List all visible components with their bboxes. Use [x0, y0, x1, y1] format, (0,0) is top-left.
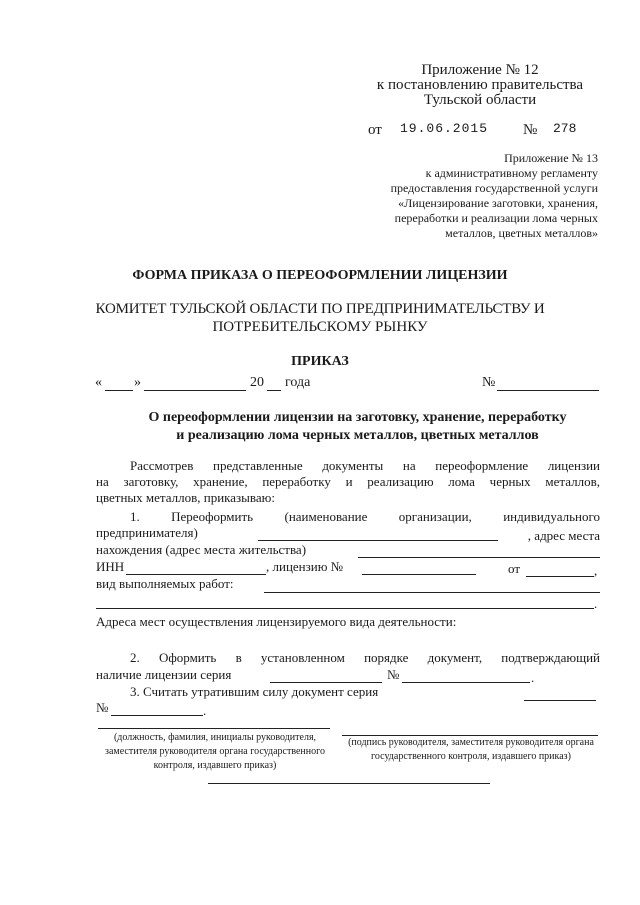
day-blank	[105, 390, 133, 391]
appendix-13-line2: к административному регламенту	[425, 166, 598, 180]
organization-name-blank	[258, 540, 498, 541]
series-blank	[270, 682, 382, 683]
appendix-13-line6: металлов, цветных металлов»	[445, 226, 598, 240]
subject-line-2: и реализацию лома черных металлов, цветных металлов	[176, 428, 539, 443]
inn-blank	[126, 574, 266, 575]
item-3-series-blank	[524, 700, 596, 701]
appendix-13-title: Приложение № 13	[504, 151, 598, 165]
license-number-blank	[362, 574, 476, 575]
position-caption-2: заместителя руководителя органа государственного	[105, 746, 325, 757]
addresses-label: Адреса мест осуществления лицензируемого вида деятельности:	[96, 614, 457, 629]
item-2-line-b: наличие лицензии серия	[96, 667, 232, 682]
item-1-line-d: нахождения (адрес места жительства)	[96, 542, 307, 557]
date-open-quote: «	[95, 375, 102, 390]
resolution-date: 19.06.2015	[400, 121, 489, 136]
year-suffix: года	[285, 375, 311, 390]
license-number-label: , лицензию №	[266, 559, 344, 574]
intro-line-2: на заготовку, хранение, переработку и реализацию лома черных металлов,	[96, 474, 600, 489]
order-title: ПРИКАЗ	[291, 354, 349, 369]
year-blank	[267, 390, 281, 391]
item-1-line-b: предпринимателя)	[96, 525, 198, 540]
appendix-12-title: Приложение № 12	[421, 62, 539, 78]
signature-caption-2: государственного контроля, издавшего приказ)	[371, 751, 571, 762]
position-caption-3: контроля, издавшего приказ)	[153, 760, 277, 771]
date-from-label: от	[368, 122, 382, 138]
form-title: ФОРМА ПРИКАЗА О ПЕРЕОФОРМЛЕНИИ ЛИЦЕНЗИИ	[132, 268, 508, 283]
intro-line-1: Рассмотрев представленные документы на переоформление лицензии	[130, 458, 600, 473]
item-2-dot: .	[531, 670, 535, 685]
month-blank	[144, 390, 246, 391]
appendix-12-region: Тульской области	[423, 92, 537, 108]
item-3-number-blank	[111, 715, 203, 716]
appendix-13-line3: предоставления государственной услуги	[390, 181, 598, 195]
appendix-13-line5: переработки и реализации лома черных	[394, 211, 598, 225]
work-type-label: вид выполняемых работ:	[96, 576, 234, 591]
intro-line-3: цветных металлов, приказываю:	[96, 490, 275, 505]
license-date-blank	[526, 576, 594, 577]
position-caption-1: (должность, фамилия, инициалы руководителя,	[113, 732, 317, 743]
bottom-line	[208, 783, 490, 784]
item-2-line-a: 2. Оформить в установленном порядке документ, подтверждающий	[130, 650, 600, 665]
inn-label: ИНН	[96, 559, 125, 574]
committee-line-1: КОМИТЕТ ТУЛЬСКОЙ ОБЛАСТИ ПО ПРЕДПРИНИМАТЕЛЬСТВУ И	[95, 301, 545, 317]
appendix-12-resolution: к постановлению правительства	[376, 77, 584, 93]
item-3-number-label: №	[96, 700, 109, 715]
item-3-line-a: 3. Считать утратившим силу документ серия	[130, 684, 379, 699]
item-1-line-a: 1. Переоформить (наименование организации, индивидуального	[130, 509, 600, 524]
resolution-number-label: №	[523, 122, 538, 138]
resolution-number: 278	[553, 121, 577, 136]
item-3-dot: .	[203, 703, 207, 718]
license-date-label: от	[508, 561, 521, 576]
date-close-quote: »	[134, 375, 141, 390]
appendix-13-line4: «Лицензирование заготовки, хранения,	[398, 196, 598, 210]
year-prefix: 20	[250, 375, 264, 390]
signature-caption-1: (подпись руководителя, заместителя руководителя органа	[348, 737, 594, 748]
committee-line-2: ПОТРЕБИТЕЛЬСКОМУ РЫНКУ	[212, 319, 428, 335]
item-2-number-label: №	[387, 667, 400, 682]
subject-line-1: О переоформлении лицензии на заготовку, хранение, переработку	[148, 410, 567, 425]
work-type-blank	[264, 592, 600, 593]
order-number-label: №	[482, 375, 496, 390]
license-comma: ,	[594, 563, 598, 578]
position-signature-line	[98, 728, 330, 729]
work-type-blank-2	[96, 608, 594, 609]
item-1-line-c: , адрес места	[527, 528, 600, 543]
work-type-dot: .	[594, 596, 598, 611]
address-blank	[358, 557, 600, 558]
document-number-blank	[402, 682, 530, 683]
order-number-blank	[497, 390, 599, 391]
